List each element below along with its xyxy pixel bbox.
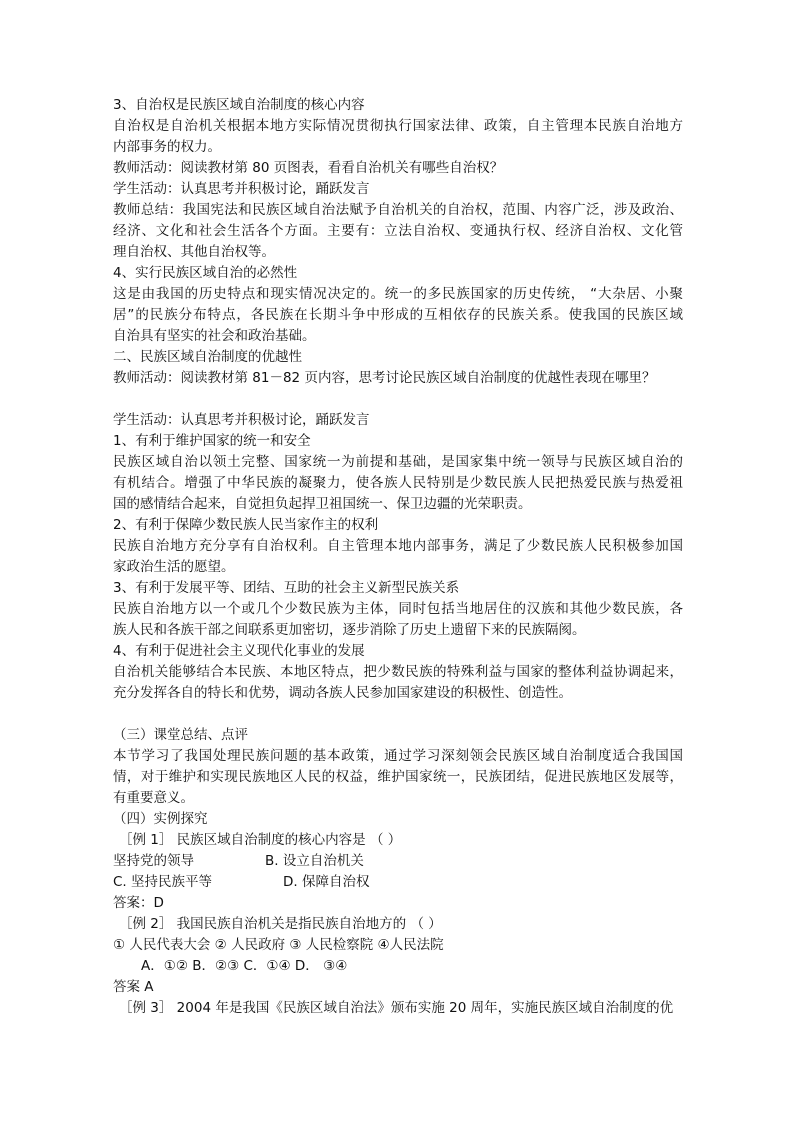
part-heading: （三）课堂总结、点评	[113, 727, 248, 743]
example-2-choices: A．①② B．②③ C．①④ D． ③④	[141, 958, 348, 974]
paragraph-line: 本节学习了我国处理民族问题的基本政策，通过学习深刻领会民族区域自治制度适合我国国	[113, 748, 683, 764]
paragraph-line: 内部事务的权力。	[113, 139, 221, 155]
part-heading: 二、民族区域自治制度的优越性	[113, 349, 302, 365]
section-heading: 3、有利于发展平等、团结、互助的社会主义新型民族关系	[113, 580, 460, 596]
blank-line	[113, 704, 683, 725]
paragraph-line: 族人民和各族干部之间联系更加密切，逐步消除了历史上遗留下来的民族隔阂。	[113, 622, 586, 638]
student-activity: 学生活动：认真思考并积极讨论，踊跃发言	[113, 412, 370, 428]
student-activity: 学生活动：认真思考并积极讨论，踊跃发言	[113, 181, 370, 197]
paragraph-line: 这是由我国的历史特点和现实情况决定的。统一的多民族国家的历史传统， “大杂居、小聚	[113, 286, 683, 302]
option-b: B. 设立自治机关	[265, 853, 364, 869]
teacher-summary-line: 经济、文化和社会生活各个方面。主要有：立法自治权、变通执行权、经济自治权、文化管	[113, 223, 683, 239]
example-3-question: ［例 3］ 2004 年是我国《民族区域自治法》颁布实施 20 周年，实施民族区域自治制度的优	[119, 1000, 674, 1016]
example-1-question: ［例 1］ 民族区域自治制度的核心内容是 （ ）	[119, 832, 402, 848]
section-heading: 2、有利于保障少数民族人民当家作主的权利	[113, 517, 379, 533]
teacher-summary-line: 理自治权、其他自治权等。	[113, 244, 275, 260]
section-heading: 4、实行民族区域自治的必然性	[113, 265, 298, 281]
example-2-items: ① 人民代表大会 ② 人民政府 ③ 人民检察院 ④人民法院	[113, 937, 444, 953]
option-d: D. 保障自治权	[283, 874, 370, 890]
paragraph-line: 有机结合。增强了中华民族的凝聚力，使各族人民特别是少数民族人民把热爱民族与热爱祖	[113, 475, 683, 491]
paragraph-line: 民族自治地方充分享有自治权利。自主管理本地内部事务，满足了少数民族人民积极参加国	[113, 538, 683, 554]
section-heading: 3、自治权是民族区域自治制度的核心内容	[113, 97, 365, 113]
paragraph-line: 居”的民族分布特点，各民族在长期斗争中形成的互相依存的民族关系。使我国的民族区域	[113, 307, 683, 323]
paragraph-line: 情，对于维护和实现民族地区人民的权益，维护国家统一，民族团结，促进民族地区发展等，	[113, 769, 683, 785]
section-heading: 4、有利于促进社会主义现代化事业的发展	[113, 643, 365, 659]
section-heading: 1、有利于维护国家的统一和安全	[113, 433, 311, 449]
option-c: C. 坚持民族平等	[113, 874, 213, 890]
paragraph-line: 国的感情结合起来，自觉担负起捍卫祖国统一、保卫边疆的光荣职责。	[113, 496, 532, 512]
document-page	[113, 95, 683, 1019]
example-1-options-row-1	[113, 851, 683, 872]
option-a: 坚持党的领导	[113, 853, 194, 869]
paragraph-line: 自治机关能够结合本民族、本地区特点，把少数民族的特殊利益与国家的整体利益协调起来，	[113, 664, 683, 680]
teacher-summary-line: 教师总结：我国宪法和民族区域自治法赋予自治机关的自治权，范围、内容广泛，涉及政治、	[113, 202, 683, 218]
example-1-options-row-2	[113, 872, 683, 893]
example-2-answer: 答案 A	[113, 979, 154, 995]
blank-line	[113, 389, 683, 410]
example-2-question: ［例 2］ 我国民族自治机关是指民族自治地方的 （ ）	[119, 916, 442, 932]
example-1-answer: 答案：D	[113, 895, 164, 911]
paragraph-line: 自治具有坚实的社会和政治基础。	[113, 328, 316, 344]
paragraph-line: 民族区域自治以领土完整、国家统一为前提和基础，是国家集中统一领导与民族区域自治的	[113, 454, 683, 470]
paragraph-line: 民族自治地方以一个或几个少数民族为主体，同时包括当地居住的汉族和其他少数民族，各	[113, 601, 683, 617]
teacher-activity: 教师活动：阅读教材第 80 页图表，看看自治机关有哪些自治权？	[113, 160, 504, 176]
paragraph-line: 充分发挥各自的特长和优势，调动各族人民参加国家建设的积极性、创造性。	[113, 685, 572, 701]
teacher-activity: 教师活动：阅读教材第 81－82 页内容，思考讨论民族区域自治制度的优越性表现在哪里？	[113, 370, 656, 386]
paragraph-line: 家政治生活的愿望。	[113, 559, 235, 575]
paragraph-line: 自治权是自治机关根据本地方实际情况贯彻执行国家法律、政策，自主管理本民族自治地方	[113, 118, 683, 134]
paragraph-line: 有重要意义。	[113, 790, 194, 806]
part-heading: （四）实例探究	[113, 811, 208, 827]
